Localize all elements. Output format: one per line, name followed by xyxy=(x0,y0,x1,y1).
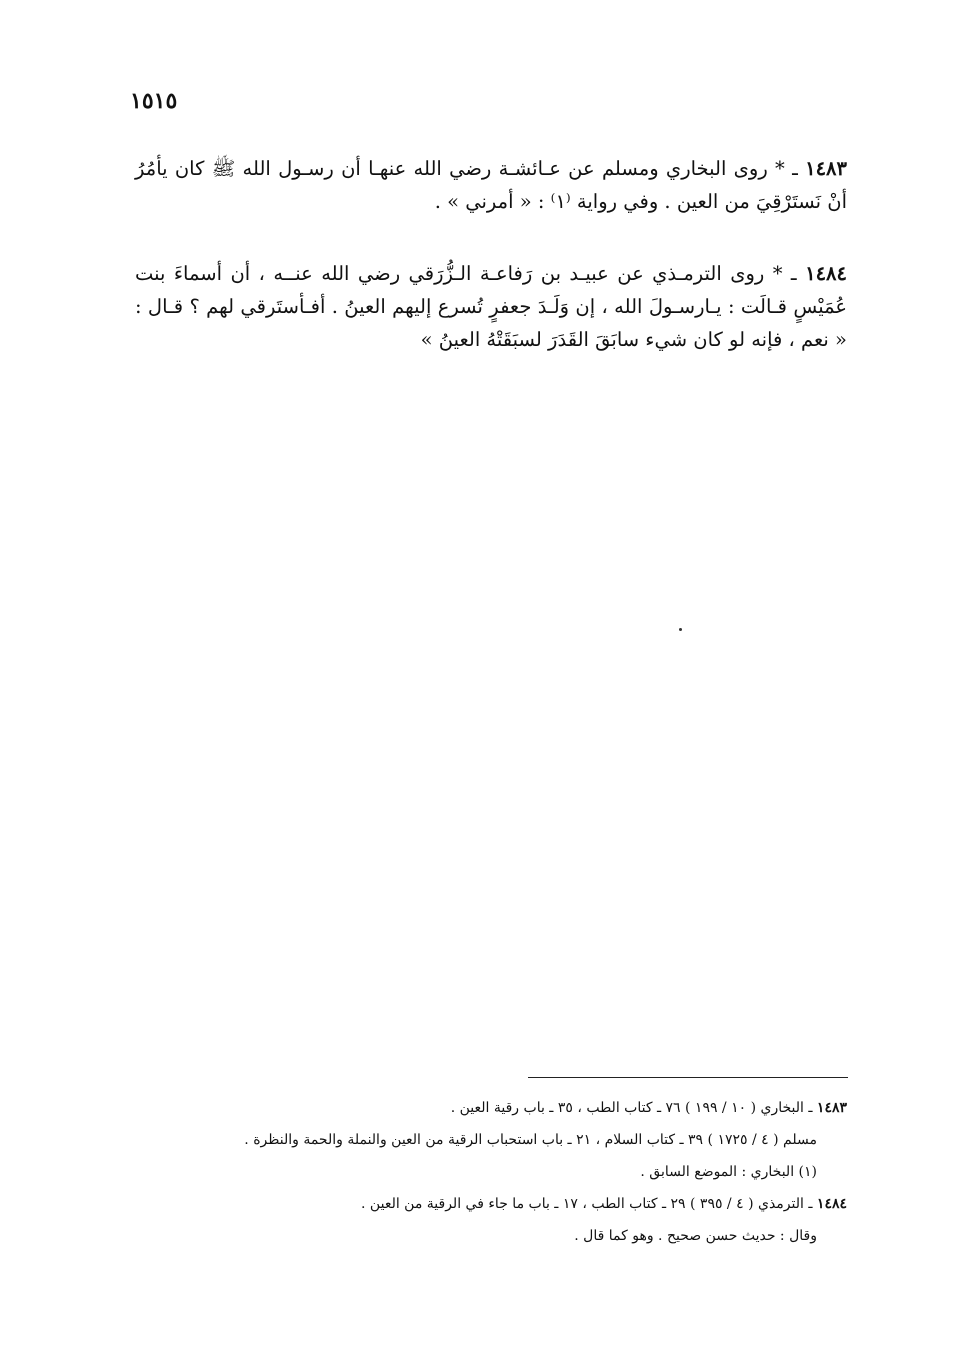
footnote-line xyxy=(135,1092,847,1124)
footnote-line xyxy=(135,1220,847,1252)
footnote-text: (١) البخاري : الموضع السابق . xyxy=(640,1164,817,1180)
footnote-line xyxy=(135,1188,847,1220)
footnote-separator xyxy=(528,1077,848,1078)
footnote-line xyxy=(135,1156,847,1188)
footnotes xyxy=(135,1092,847,1252)
hadith-number: ١٤٨٤ xyxy=(805,262,847,285)
footnote-text: وقال : حديث حسن صحيح . وهو كما قال . xyxy=(574,1228,817,1244)
hadith-paragraph xyxy=(135,257,847,356)
stray-dot xyxy=(679,628,682,631)
hadith-paragraph xyxy=(135,152,847,218)
page-number: ١٥١٥ xyxy=(130,88,178,114)
footnote-line xyxy=(135,1124,847,1156)
hadith-text: ـ * روى الترمـذي عن عبيـد بن رَفاعـة الـزُّرَقي رضي الله عنــه ، أن أسماءَ بنت عُمَيْسٍ قـالَت : يـارسـولَ الله ، إن وَلَـدَ جعفرٍ تُسرع إليهم العينُ . أفـأستَرقي لهم ؟ قـال : « نعم ، فإنه لو كان شيء سابَقَ القَدَرَ لسبَقَتْهُ العينُ » xyxy=(135,262,847,351)
footnote-text: ـ البخاري ( ١٠ / ١٩٩ ) ٧٦ ـ كتاب الطب ، ٣٥ ـ باب رقية العين . xyxy=(450,1100,817,1116)
hadith-number: ١٤٨٣ xyxy=(805,157,847,180)
footnote-text: مسلم ( ٤ / ١٧٢٥ ) ٣٩ ـ كتاب السلام ، ٢١ ـ باب استحباب الرقية من العين والنملة والحمة والنظرة . xyxy=(244,1132,817,1148)
hadith-text: ـ * روى البخاري ومسلم عن عـائشـة رضي الله عنهـا أن رسـول الله ﷺ كان يأمُرُ أنْ نَستَرْقِيَ من العين . وفي رواية ⁽١⁾ : « أمرني » . xyxy=(135,157,847,213)
footnote-text: ـ الترمذي ( ٤ / ٣٩٥ ) ٢٩ ـ كتاب الطب ، ١٧ ـ باب ما جاء في الرقية من العين . xyxy=(361,1196,817,1212)
footnote-number: ١٤٨٣ xyxy=(816,1100,847,1116)
footnote-number: ١٤٨٤ xyxy=(816,1196,847,1212)
